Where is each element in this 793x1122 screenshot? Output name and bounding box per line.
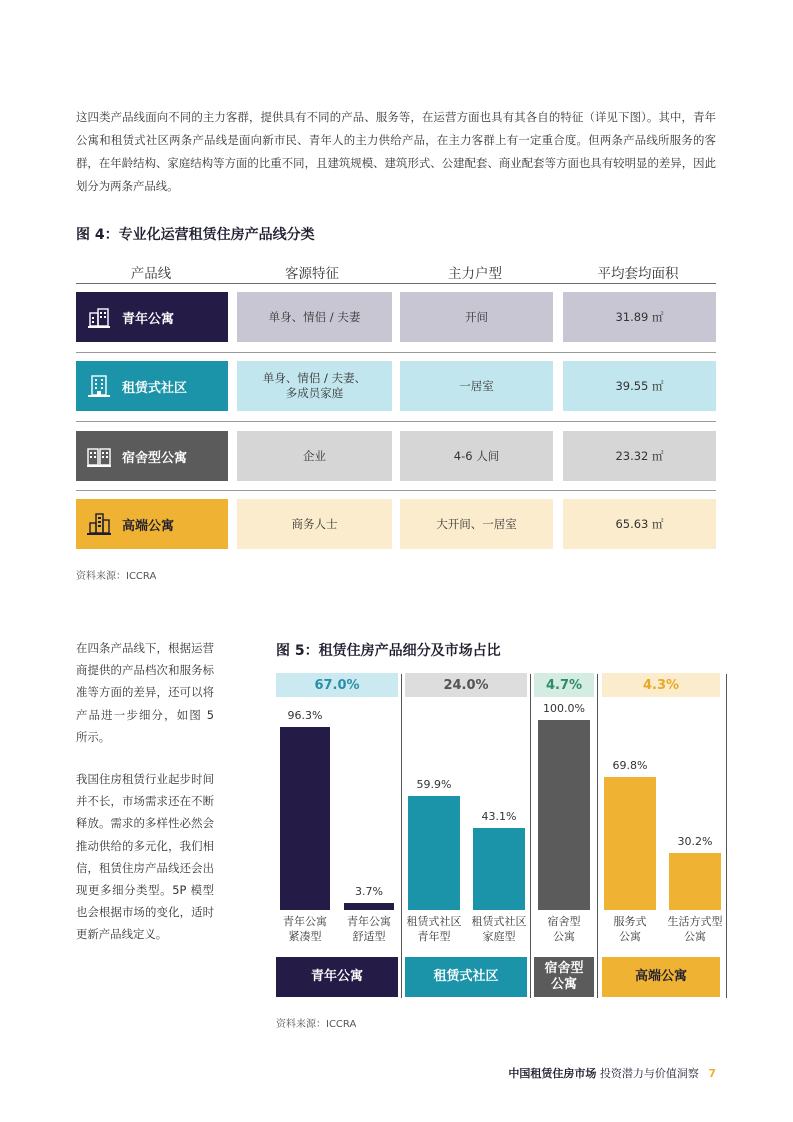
- bar: [344, 903, 394, 910]
- data-label: 100.0%: [543, 702, 585, 715]
- customer-cell: 企业: [237, 431, 392, 481]
- category-label: 租赁式社区 家庭型: [471, 915, 527, 943]
- category-label: 青年公寓 舒适型: [347, 915, 391, 943]
- header-avg-area: 平均套均面积: [597, 266, 679, 282]
- category-label: 租赁式社区 青年型: [406, 915, 462, 943]
- figure-4-source: 资料来源：ICCRA: [76, 571, 157, 582]
- sidebar-paragraph-1: 在四条产品线下，根据运营商提供的产品档次和服务标准等方面的差异，还可以将产品进一步细分，如图 5 所示。: [76, 641, 214, 744]
- header-unit-type: 主力户型: [448, 266, 502, 282]
- table-row-dormitory: [76, 431, 228, 481]
- share-label: 4.3%: [602, 673, 720, 697]
- product-label: 宿舍型公寓: [122, 450, 188, 466]
- avg-area-cell: 23.32 ㎡: [563, 431, 716, 481]
- unit-type-cell: 一居室: [400, 361, 553, 411]
- table-row-youth-apartment: [76, 292, 228, 342]
- intro-paragraph: 这四类产品线面向不同的主力客群，提供具有不同的产品、服务等，在运营方面也具有其各自的特征（详见下图）。其中，青年公寓和租赁式社区两条产品线是面向新市民、青年人的主力供给产品，在主力客群上有一定重合度。但两条产品线所服务的客群，在年龄结构、家庭结构等方面的比重不同，且建筑规模、建筑形式、公建配套、商业配套等方面也具有较明显的差异，因此划分为两条产品线。: [76, 110, 716, 193]
- bar: [538, 720, 590, 910]
- customer-cell: 单身、情侣 / 夫妻、多成员家庭: [237, 361, 392, 411]
- group-label: 宿舍型 公寓: [534, 957, 594, 997]
- category-label: 宿舍型 公寓: [547, 915, 581, 943]
- category-label: 青年公寓 紧凑型: [283, 915, 327, 943]
- product-label: 租赁式社区: [122, 380, 188, 396]
- page-number: 7: [708, 1067, 716, 1080]
- sidebar-paragraph-2: 我国住房租赁行业起步时间并不长，市场需求还在不断释放。需求的多样性必然会推动供给的多元化，我们相信，租赁住房产品线还会出现更多细分类型。5P 模型也会根据市场的变化，适时更新产品线定义。: [76, 772, 214, 942]
- group-separator: [530, 674, 531, 998]
- avg-area-cell: 65.63 ㎡: [563, 499, 716, 549]
- row-divider: [76, 490, 716, 491]
- data-label: 3.7%: [355, 884, 383, 898]
- share-label: 24.0%: [405, 673, 527, 697]
- building-icon: [86, 304, 112, 330]
- product-label: 高端公寓: [122, 518, 175, 534]
- bar: [604, 777, 656, 910]
- avg-area-cell: 39.55 ㎡: [563, 361, 716, 411]
- data-label: 59.9%: [416, 778, 452, 792]
- unit-type-cell: 大开间、一居室: [400, 499, 553, 549]
- figure-5-source: 资料来源：ICCRA: [276, 1019, 357, 1030]
- group-label: 青年公寓: [276, 957, 398, 997]
- page-footer: [476, 1065, 716, 1081]
- group-separator: [401, 674, 402, 998]
- footer-subtitle: 投资潜力与价值洞察: [599, 1067, 699, 1080]
- group-label: 高端公寓: [602, 957, 720, 997]
- dormitory-icon: [86, 443, 112, 469]
- group-separator: [726, 674, 727, 998]
- bar: [473, 828, 525, 910]
- data-label: 96.3%: [287, 709, 323, 723]
- data-label: 30.2%: [677, 834, 713, 848]
- unit-type-cell: 开间: [400, 292, 553, 342]
- figure-5-title: 图 5：租赁住房产品细分及市场占比: [276, 643, 501, 659]
- group-separator: [597, 674, 598, 998]
- group-label: 租赁式社区: [405, 957, 527, 997]
- header-product-line: 产品线: [130, 266, 172, 282]
- table-rule: [76, 283, 716, 284]
- row-divider: [76, 352, 716, 353]
- row-divider: [76, 421, 716, 422]
- customer-cell: 单身、情侣 / 夫妻: [237, 292, 392, 342]
- data-label: 69.8%: [612, 759, 648, 773]
- table-row-rental-community: [76, 361, 228, 411]
- figure-4-title: 图 4：专业化运营租赁住房产品线分类: [76, 227, 315, 243]
- unit-type-cell: 4-6 人间: [400, 431, 553, 481]
- header-customer: 客源特征: [285, 266, 339, 282]
- product-label: 青年公寓: [122, 311, 175, 327]
- table-row-high-end: [76, 499, 228, 549]
- category-label: 服务式 公寓: [613, 915, 647, 943]
- bar: [669, 853, 721, 910]
- category-label: 生活方式型 公寓: [667, 915, 723, 943]
- data-label: 43.1%: [481, 810, 517, 824]
- bar: [280, 727, 330, 910]
- share-label: 67.0%: [276, 673, 398, 697]
- footer-title: 中国租赁住房市场: [508, 1067, 597, 1080]
- bar: [408, 796, 460, 910]
- share-label: 4.7%: [534, 673, 594, 697]
- skyscraper-icon: [86, 511, 112, 537]
- tower-icon: [86, 373, 112, 399]
- avg-area-cell: 31.89 ㎡: [563, 292, 716, 342]
- customer-cell: 商务人士: [237, 499, 392, 549]
